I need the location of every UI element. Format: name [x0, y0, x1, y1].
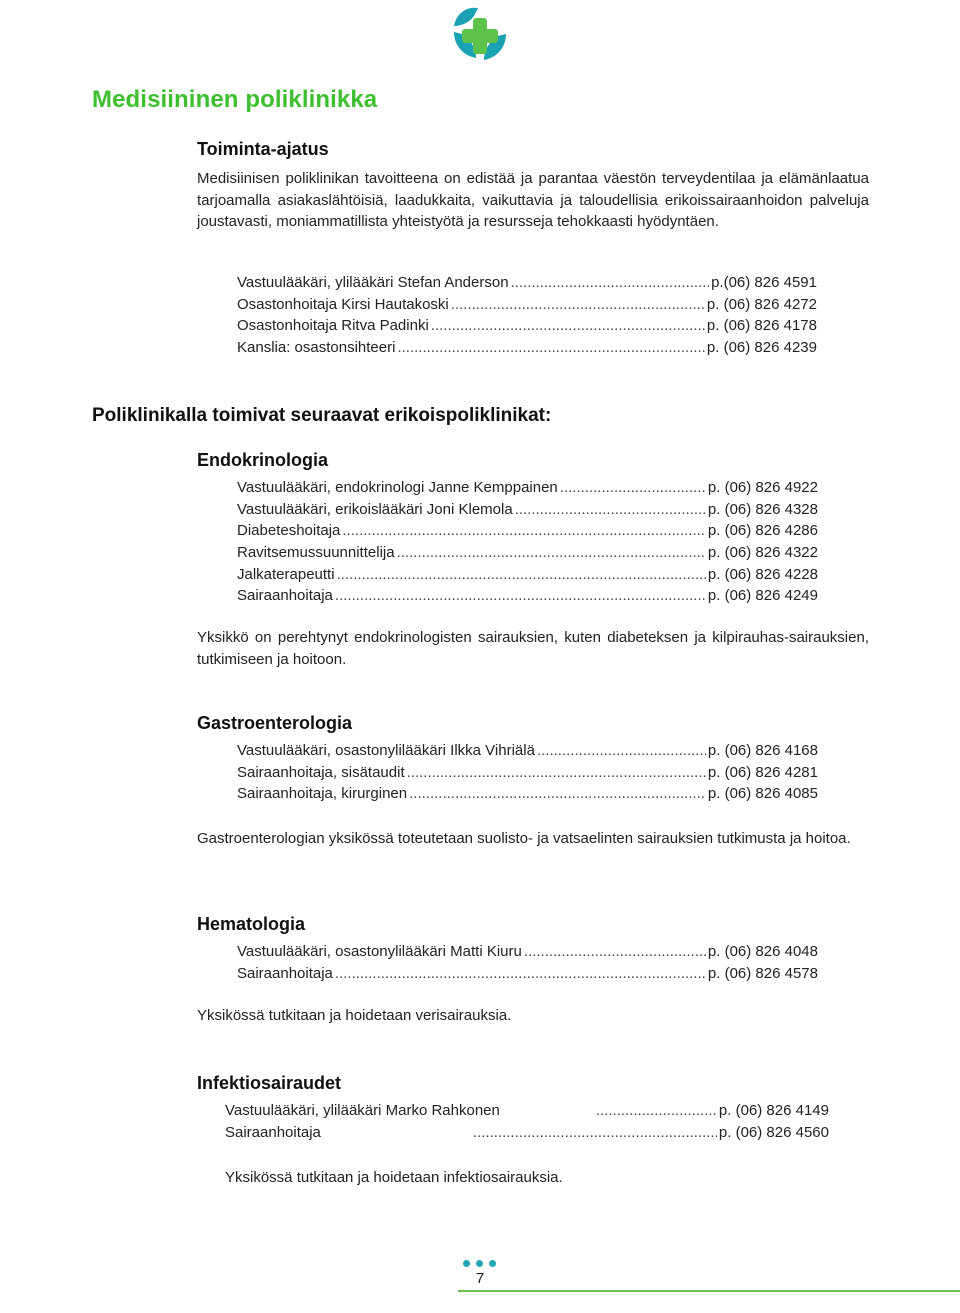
contact-phone: p. (06) 826 4286	[707, 522, 818, 540]
gastroenterology-heading: Gastroenterologia	[197, 713, 353, 733]
contact-label: Osastonhoitaja Kirsi Hautakoski	[237, 295, 449, 313]
infectious-diseases-heading: Infektiosairaudet	[197, 1073, 342, 1093]
leader-dots	[397, 544, 706, 561]
leader-dots	[560, 479, 706, 496]
leader-dots	[397, 339, 704, 356]
endocrinology-text: Yksikkö on perehtynyt endokrinologisten sairauksien, kuten diabeteksen ja kilpirauhas-sairauksien, tutkimiseen ja hoitoon.	[197, 629, 869, 668]
contact-label: Sairaanhoitaja	[237, 964, 333, 982]
contact-phone: p. (06) 826 4085	[707, 785, 818, 803]
gastroenterology-text: Gastroenterologian yksikössä toteutetaan suolisto- ja vatsaelinten sairauksien tutkimusta ja hoitoa.	[197, 830, 851, 847]
contact-phone: p. (06) 826 4249	[707, 587, 818, 605]
contact-label: Vastuulääkäri, erikoislääkäri Joni Klemola	[237, 500, 513, 518]
contact-row	[237, 742, 818, 764]
contact-row	[237, 501, 818, 523]
contact-label: Sairaanhoitaja	[225, 1123, 321, 1141]
contact-row	[237, 522, 818, 544]
leader-dots	[337, 566, 706, 583]
contact-row	[237, 339, 817, 361]
leader-dots	[342, 522, 706, 539]
leader-dots	[409, 785, 706, 802]
leader-dots	[515, 501, 706, 518]
page-title: Medisiininen poliklinikka	[92, 86, 378, 113]
infectious-diseases-contact-list	[225, 1102, 829, 1145]
hospital-logo-icon	[448, 4, 512, 64]
leader-dots	[407, 764, 706, 781]
contact-phone: p. (06) 826 4272	[706, 295, 817, 313]
contact-row	[237, 544, 818, 566]
subclinics-heading: Poliklinikalla toimivat seuraavat erikoispoliklinikat:	[92, 405, 552, 426]
footer-divider	[458, 1290, 960, 1292]
hematology-heading: Hematologia	[197, 914, 306, 934]
contact-row	[237, 479, 818, 501]
contact-label: Vastuulääkäri, osastonylilääkäri Matti Kiuru	[237, 943, 522, 960]
contact-row	[237, 274, 817, 296]
contact-row	[225, 1124, 829, 1146]
contact-phone: p. (06) 826 4168	[707, 742, 818, 759]
leader-dots	[473, 1124, 717, 1141]
contact-label: Sairaanhoitaja, kirurginen	[237, 785, 408, 803]
contact-label: Jalkaterapeutti	[237, 565, 335, 583]
contact-label: Ravitsemussuunnittelija	[237, 544, 395, 562]
contact-row	[237, 317, 817, 339]
contact-phone: p. (06) 826 4239	[706, 339, 817, 357]
contact-phone: p. (06) 826 4322	[707, 544, 818, 562]
leader-dots	[537, 742, 706, 759]
contact-row	[237, 764, 818, 786]
hematology-text: Yksikössä tutkitaan ja hoidetaan verisairauksia.	[197, 1007, 512, 1024]
contact-phone: p. (06) 826 4228	[707, 565, 818, 583]
page-dots-icon	[463, 1260, 499, 1270]
leader-dots	[451, 296, 705, 313]
contact-label: Kanslia: osastonsihteeri	[237, 339, 396, 357]
hematology-contact-list	[237, 943, 818, 986]
contact-phone: p. (06) 826 4328	[707, 500, 818, 518]
contact-row	[225, 1102, 829, 1124]
contact-row	[237, 566, 818, 588]
mission-heading: Toiminta-ajatus	[197, 139, 329, 159]
page-number: 7	[475, 1270, 485, 1287]
leader-dots	[596, 1102, 717, 1119]
contact-row	[237, 296, 817, 318]
contact-phone: p. (06) 826 4048	[707, 943, 818, 960]
contact-label: Diabeteshoitaja	[237, 522, 341, 540]
contact-phone: p. (06) 826 4178	[706, 317, 817, 335]
contact-label: Vastuulääkäri, osastonylilääkäri Ilkka Vihriälä	[237, 742, 535, 759]
contact-phone: p.(06) 826 4591	[711, 274, 817, 291]
endocrinology-heading: Endokrinologia	[197, 450, 329, 470]
contact-row	[237, 965, 818, 987]
contact-label: Sairaanhoitaja	[237, 587, 333, 605]
contact-phone: p. (06) 826 4281	[707, 763, 818, 781]
contact-phone: p. (06) 826 4578	[707, 964, 818, 982]
contact-row	[237, 785, 818, 807]
contact-row	[237, 587, 818, 609]
leader-dots	[511, 274, 710, 291]
endocrinology-contact-list	[237, 479, 818, 609]
contact-label: Sairaanhoitaja, sisätaudit	[237, 763, 405, 781]
leader-dots	[335, 965, 706, 982]
mission-text: Medisiinisen poliklinikan tavoitteena on edistää ja parantaa väestön terveydentilaa ja elämänlaatua tarjoamalla asiakaslähtöisiä, laadukkaita, vaikuttavia ja taloudellisia erikoissairaanhoidon palveluja joustavasti, moniammatillista yhteistyötä ja resursseja tehokkaasti hyödyntäen.	[197, 170, 869, 231]
contact-label: Osastonhoitaja Ritva Padinki	[237, 317, 429, 335]
contact-row	[237, 943, 818, 965]
contact-phone: p. (06) 826 4922	[707, 479, 818, 496]
mission-contact-list	[237, 274, 817, 361]
leader-dots	[335, 587, 706, 604]
contact-phone: p. (06) 826 4560	[718, 1123, 829, 1141]
contact-label: Vastuulääkäri, endokrinologi Janne Kemppainen	[237, 479, 558, 496]
contact-label: Vastuulääkäri, ylilääkäri Stefan Anderson	[237, 274, 509, 291]
infectious-diseases-text: Yksikössä tutkitaan ja hoidetaan infektiosairauksia.	[225, 1169, 563, 1186]
contact-phone: p. (06) 826 4149	[718, 1102, 829, 1119]
leader-dots	[524, 943, 706, 960]
gastroenterology-contact-list	[237, 742, 818, 807]
leader-dots	[431, 317, 705, 334]
contact-label: Vastuulääkäri, ylilääkäri Marko Rahkonen	[225, 1102, 500, 1119]
